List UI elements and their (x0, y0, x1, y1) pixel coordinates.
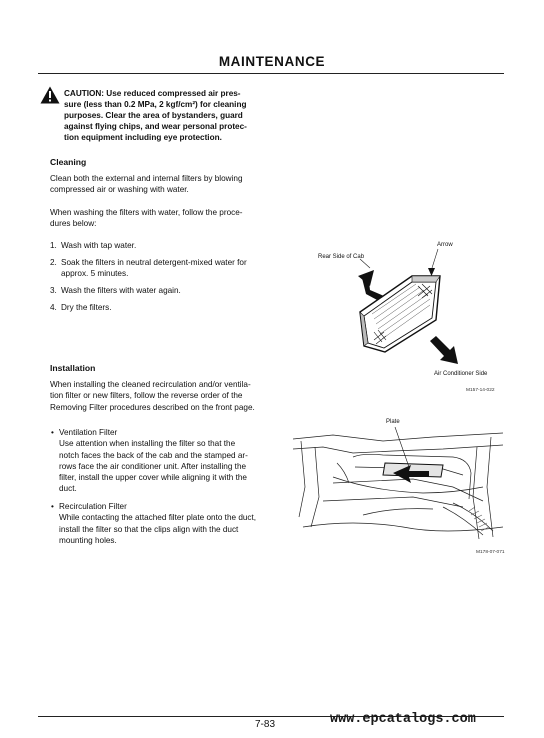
filter-illustration (340, 246, 470, 372)
step-item (50, 285, 282, 296)
caution-line: tion equipment including eye protection. (64, 133, 222, 143)
text-line: dures below: (50, 219, 97, 229)
bullet-dot: • (51, 502, 54, 511)
text-line: Clean both the external and internal filters by blowing (50, 174, 243, 183)
caution-notice (64, 88, 274, 143)
bullet-text: duct. (59, 484, 77, 494)
bullet-item (50, 427, 282, 495)
caution-line: sure (less than 0.2 MPa, 2 kgf/cm²) for cleaning (64, 100, 247, 110)
text-line: tion filter or new filters, follow the reverse order of the (50, 391, 243, 401)
step-text: Dry the filters. (61, 303, 112, 312)
bullet-text: install the filter so that the clips align with the duct (59, 524, 239, 534)
step-text: Soak the filters in neutral detergent-mixed water for (61, 258, 247, 267)
bullet-dot: • (51, 428, 54, 437)
step-number: 3. (50, 286, 57, 295)
text-line: When washing the filters with water, follow the proce- (50, 208, 243, 217)
text-line: compressed air or washing with water. (50, 185, 189, 195)
figure-caption: M157-14-022 (466, 388, 495, 393)
plate-illustration (293, 427, 503, 544)
air-conditioner-side-label: Air Conditioner Side (434, 371, 488, 377)
bullet-item (50, 501, 282, 546)
step-number: 4. (50, 303, 57, 312)
page-title: MAINTENANCE (218, 54, 326, 69)
bullet-text: Recirculation Filter (59, 502, 127, 511)
bullet-text: notch faces the back of the cab and the stamped ar- (59, 450, 248, 460)
plate-label: Plate (386, 419, 400, 425)
step-item (50, 257, 282, 280)
bullet-text: Use attention when installing the filter so that the (59, 439, 236, 449)
cleaning-paragraph (50, 173, 290, 196)
caution-line: CAUTION: Use reduced compressed air pres- (64, 89, 241, 98)
figure-caption: M178-07-071 (476, 550, 505, 555)
step-number: 1. (50, 241, 57, 250)
step-number: 2. (50, 258, 57, 267)
washing-paragraph (50, 207, 290, 230)
arrow-label: Arrow (437, 242, 453, 248)
text-line: When installing the cleaned recirculation and/or ventila- (50, 380, 251, 389)
bullet-text: While contacting the attached filter plate onto the duct, (59, 513, 257, 523)
warning-triangle-icon (40, 86, 60, 104)
bullet-text: mounting holes. (59, 535, 117, 545)
page-number: 7-83 (255, 719, 276, 730)
step-item (50, 240, 282, 251)
step-text: Wash the filters with water again. (61, 286, 181, 295)
caution-line: purposes. Clear the area of bystanders, guard (64, 111, 243, 121)
step-text: Wash with tap water. (61, 241, 137, 250)
watermark-link[interactable]: www.epcatalogs.com (330, 712, 476, 727)
installation-heading: Installation (50, 363, 96, 373)
step-text: approx. 5 minutes. (61, 269, 129, 279)
cleaning-heading: Cleaning (50, 157, 87, 167)
bullet-text: Ventilation Filter (59, 428, 118, 437)
caution-line: against flying chips, and wear personal protec- (64, 122, 247, 132)
header-rule (38, 73, 504, 74)
rear-side-label: Rear Side of Cab (318, 254, 365, 260)
installation-paragraph (50, 379, 290, 413)
text-line: Removing Filter procedures described on the front page. (50, 402, 255, 412)
bullet-text: rows face the air conditioner unit. After installing the (59, 461, 247, 471)
bullet-text: filter, install the upper cover while aligning it with the (59, 473, 247, 483)
step-item (50, 302, 282, 313)
